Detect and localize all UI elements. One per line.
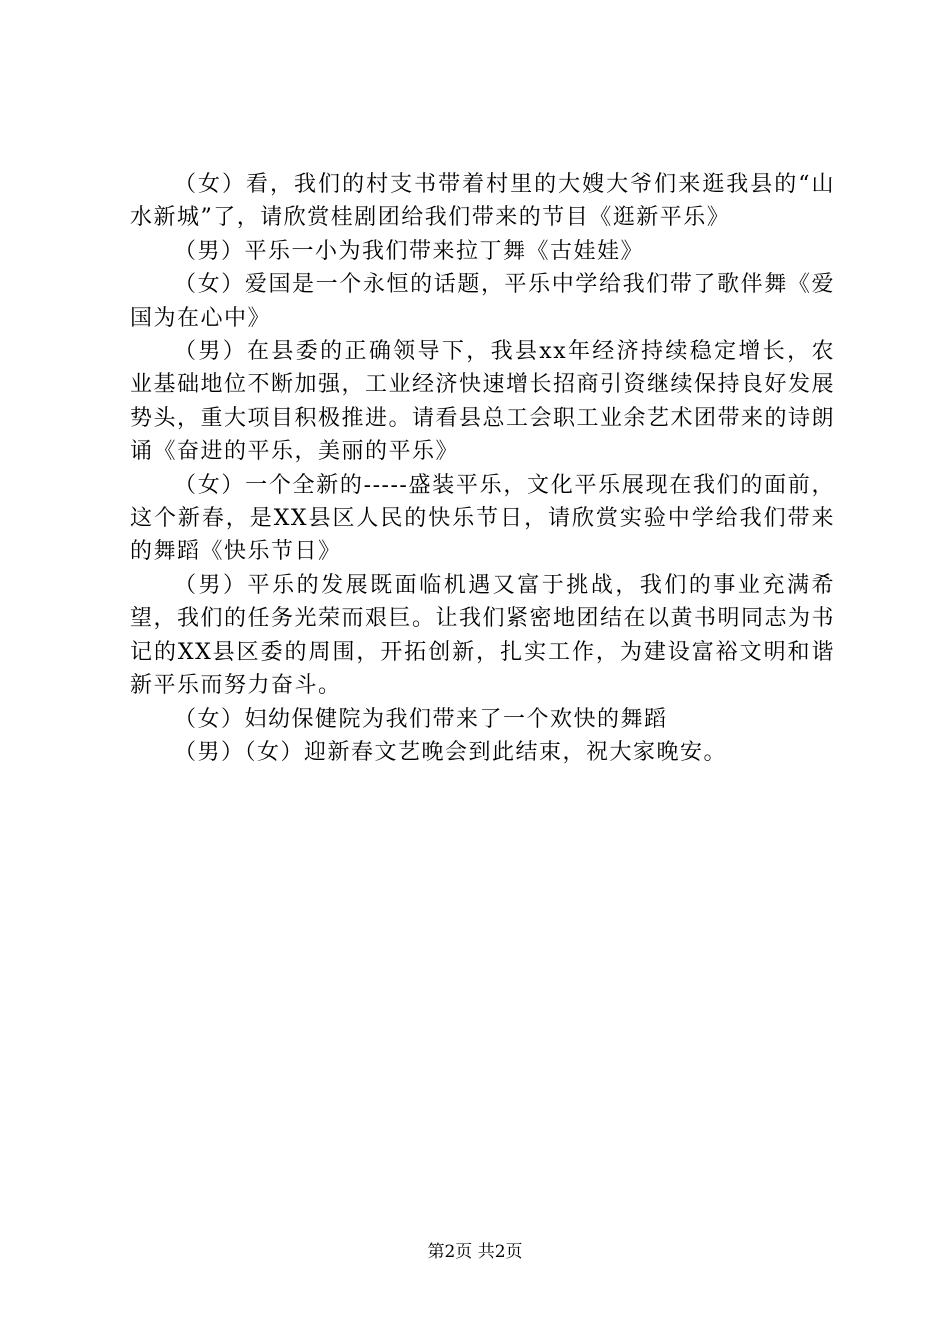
page-footer — [0, 1240, 950, 1264]
paragraph: （男）在县委的正确领导下，我县xx年经济持续稳定增长，农业基础地位不断加强，工业经济快速增长招商引资继续保持良好发展势头，重大项目积极推进。请看县总工会职工业余艺术团带来的诗朗诵《奋进的平乐，美丽的平乐》 — [130, 339, 836, 465]
paragraph: （女）一个全新的-----盛装平乐，文化平乐展现在我们的面前，这个新春，是XX县区人民的快乐节日，请欣赏实验中学给我们带来的舞蹈《快乐节日》 — [130, 472, 835, 565]
paragraph: （男）平乐的发展既面临机遇又富于挑战，我们的事业充满希望，我们的任务光荣而艰巨。让我们紧密地团结在以黄书明同志为书记的XX县区委的周围，开拓创新，扎实工作，为建设富裕文明和谐新平乐而努力奋斗。 — [130, 572, 836, 699]
paragraph: （男）（女）迎新春文艺晚会到此结束，祝大家晚安。 — [174, 739, 728, 765]
paragraph: （女）看，我们的村支书带着村里的大嫂大爷们来逛我县的“山水新城”了，请欣赏桂剧团给我们带来的节目《逛新平乐》 — [130, 172, 835, 231]
paragraph: （女）爱国是一个永恒的话题，平乐中学给我们带了歌伴舞《爱国为在心中》 — [130, 272, 835, 331]
paragraph: （男）平乐一小为我们带来拉丁舞《古娃娃》 — [174, 238, 645, 264]
document-body — [130, 168, 835, 769]
paragraph: （女）妇幼保健院为我们带来了一个欢快的舞蹈 — [174, 706, 668, 732]
page-number-label: 第2页 共2页 — [427, 1242, 523, 1262]
